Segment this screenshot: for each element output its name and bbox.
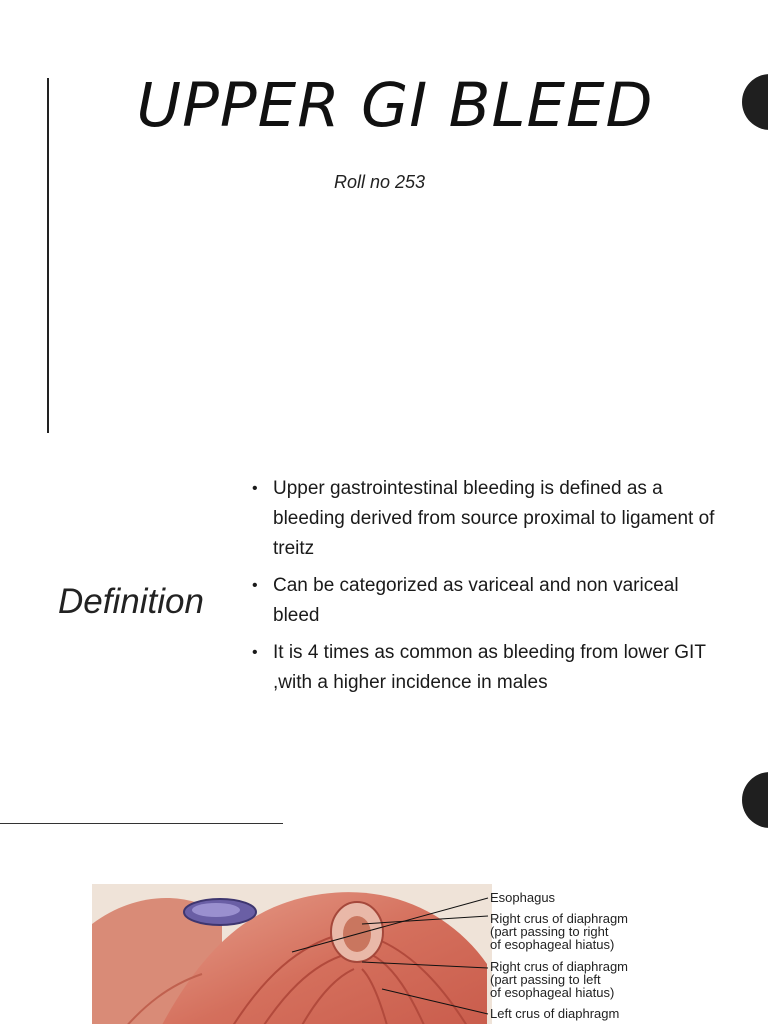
bullet-item: • Can be categorized as variceal and non variceal bleed (252, 571, 722, 631)
slide-subtitle: Roll no 253 (334, 172, 426, 192)
label-right-crus-1-note-a: (part passing to right (490, 924, 609, 939)
label-right-crus-1-note-b: of esophageal hiatus) (490, 937, 615, 952)
anatomy-slide (0, 830, 768, 1024)
label-right-crus-2: Right crus of diaphragm (490, 959, 629, 974)
bullet-item: • It is 4 times as common as bleeding from lower GIT ,with a higher incidence in males (252, 638, 722, 698)
label-right-crus-2-note-b: of esophageal hiatus) (490, 985, 615, 1000)
bullet-item: • Upper gastrointestinal bleeding is defined as a bleeding derived from source proximal to ligament of treitz (252, 474, 722, 564)
horizontal-divider-line (0, 823, 283, 824)
label-right-crus-1: Right crus of diaphragm (490, 911, 629, 926)
label-left-crus: Left crus of diaphragm (490, 1006, 620, 1021)
slide-title: UPPER GI BLEED (136, 70, 654, 141)
corner-dot-decoration (742, 772, 768, 828)
definition-heading: Definition (58, 582, 204, 621)
title-slide (0, 0, 768, 450)
definition-slide (0, 450, 768, 830)
diaphragm-illustration (92, 884, 706, 1024)
definition-bullet-list (252, 474, 722, 705)
label-right-crus-2-note-a: (part passing to left (490, 972, 601, 987)
label-esophagus: Esophagus (490, 890, 556, 905)
diaphragm-anatomy-figure (92, 884, 706, 1024)
